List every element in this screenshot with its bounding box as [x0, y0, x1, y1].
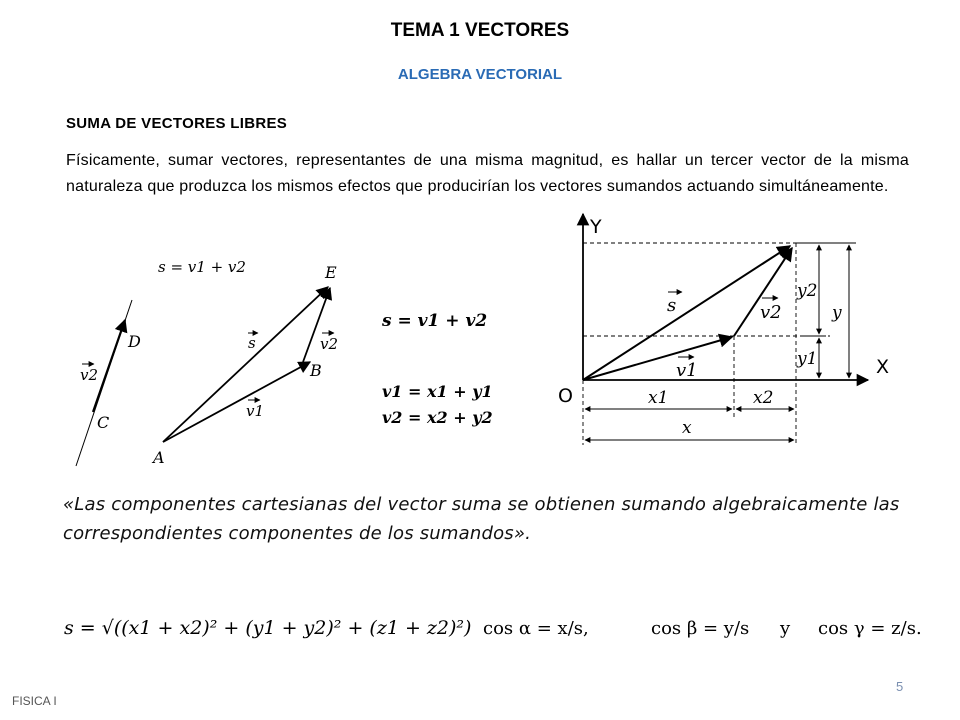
- point-e: E: [325, 263, 337, 282]
- label-x: x: [682, 418, 692, 438]
- cos-alpha: cos α = x/s,: [483, 618, 589, 639]
- label-y1: y1: [797, 349, 818, 369]
- left-formula-text: s = v1 + v2: [158, 258, 246, 276]
- label-y2: y2: [797, 281, 818, 301]
- section-heading: SUMA DE VECTORES LIBRES: [66, 115, 288, 132]
- point-a: A: [153, 448, 165, 467]
- formula-v2-components: v2 = x2 + y2: [382, 408, 493, 427]
- page-number: 5: [896, 679, 904, 694]
- label-v1: v1: [246, 402, 265, 420]
- footer-course: FISICA I: [12, 694, 57, 708]
- cos-gamma: cos γ = z/s.: [818, 618, 922, 639]
- page-subtitle: ALGEBRA VECTORIAL: [397, 66, 563, 83]
- formula-v1-components: v1 = x1 + y1: [382, 382, 493, 401]
- components-quote: «Las componentes cartesianas del vector suma se obtienen sumando algebraicamente las correspondientes componentes de los sumandos».: [63, 494, 900, 544]
- section-paragraph: Físicamente, sumar vectores, representantes de una misma magnitud, es hallar un tercer vector de la misma naturaleza que produzca los mismos efectos que producirían los vectores sumandos actuando simultáneamente.: [66, 152, 909, 195]
- cos-beta: cos β = y/s: [651, 618, 750, 639]
- label-s-right: s: [667, 295, 677, 316]
- label-v2: v2: [320, 335, 339, 353]
- label-v1-right: v1: [676, 360, 698, 381]
- conjunction-y: y: [780, 618, 791, 639]
- point-d: D: [128, 332, 141, 351]
- label-s: s: [248, 334, 256, 352]
- page-title: TEMA 1 VECTORES: [390, 20, 570, 41]
- label-v2-right: v2: [760, 302, 782, 323]
- label-v2-left: v2: [80, 366, 99, 384]
- label-x1: x1: [648, 388, 669, 408]
- y-axis-label: Y: [590, 216, 602, 238]
- label-y: y: [832, 303, 842, 323]
- point-c: C: [97, 413, 110, 432]
- x-axis-label: X: [876, 356, 890, 378]
- label-x2: x2: [753, 388, 774, 408]
- origin-label: O: [558, 385, 573, 407]
- point-b: B: [310, 361, 322, 380]
- formula-s-sum: s = v1 + v2: [382, 311, 488, 331]
- magnitude-formula: s = √((x1 + x2)² + (y1 + y2)² + (z1 + z2)²): [64, 617, 472, 639]
